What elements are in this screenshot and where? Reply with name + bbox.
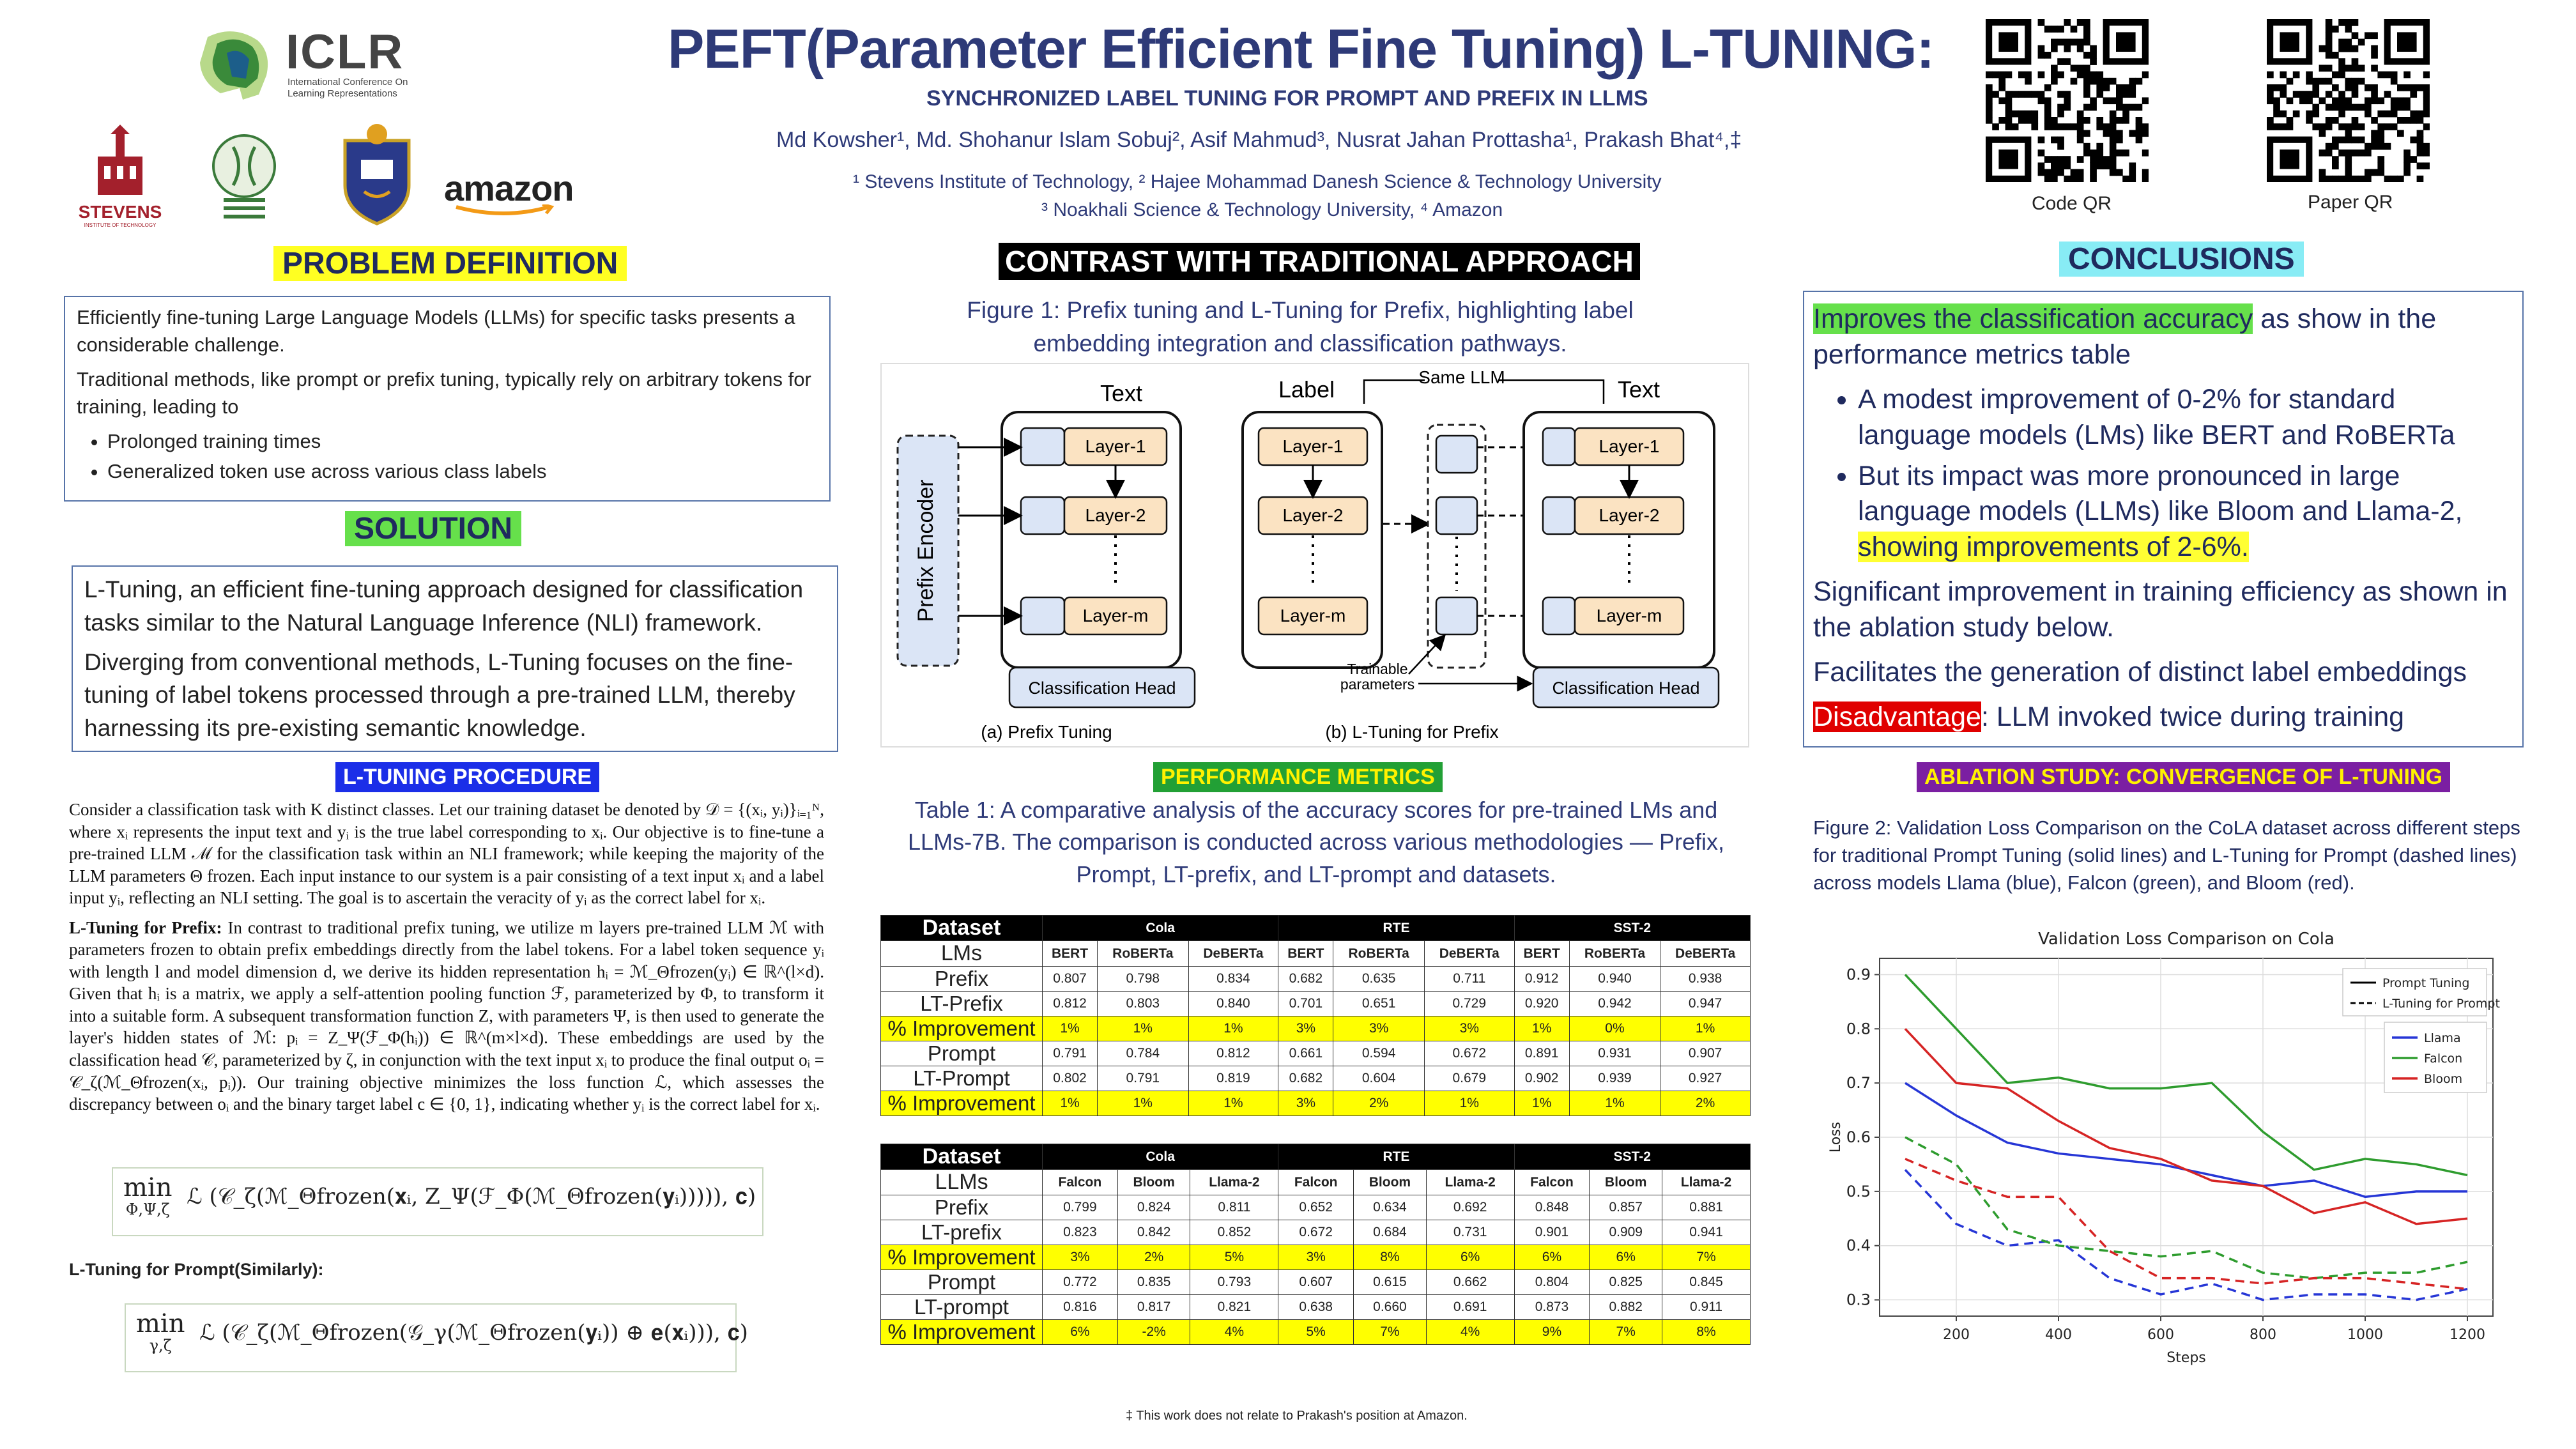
author-list: Md Kowsher¹, Md. Shohanur Islam Sobuj², Asif Mahmud³, Nusrat Jahan Prottasha¹, Prakash Bhat⁴,‡ [776, 128, 1742, 152]
table-row [881, 1220, 1751, 1245]
dataset-name: SST-2 [1514, 916, 1750, 941]
table-cell: 0.947 [1660, 992, 1751, 1016]
university-crest-icon [332, 121, 422, 230]
dataset-header: Dataset [881, 916, 1043, 941]
equation-body: ℒ (𝒞_ζ(ℳ_Θfrozen(𝐱ᵢ, Z_Ψ(ℱ_Φ(ℳ_Θfrozen(𝐲ᵢ))))), 𝐜) [187, 1184, 756, 1209]
table-cell: 0.940 [1569, 967, 1660, 992]
table-cell: -2% [1117, 1320, 1190, 1345]
x-tick-label: 200 [1943, 1327, 1970, 1343]
table-cell: 8% [1662, 1320, 1751, 1345]
performance-heading: PERFORMANCE METRICS [1153, 762, 1443, 792]
model-name: Falcon [1278, 1170, 1354, 1195]
table-cell: 0.882 [1590, 1295, 1662, 1320]
table-cell: 2% [1333, 1091, 1424, 1116]
trainable-label: Trainable [1347, 661, 1408, 677]
y-tick-label: 0.9 [1846, 965, 1871, 984]
problem-text-1: Efficiently fine-tuning Large Language Models (LLMs) for specific tasks presents a considerable challenge. [77, 306, 795, 356]
table-cell: 0.594 [1333, 1041, 1424, 1066]
equation-sub: Φ,Ψ,ζ [125, 1200, 170, 1218]
table-cell: 0.891 [1514, 1041, 1569, 1066]
equation-body: ℒ (𝒞_ζ(ℳ_Θfrozen(𝒢_γ(ℳ_Θfrozen(𝐲ᵢ)) ⊕ 𝐞(𝐱ᵢ))), 𝐜) [199, 1320, 748, 1346]
table-cell: 0.651 [1333, 992, 1424, 1016]
model-name: BERT [1514, 941, 1569, 967]
problem-bullets [77, 427, 818, 486]
dataset-header: Dataset [881, 1144, 1043, 1170]
row-label: % Improvement [881, 1320, 1043, 1345]
table-cell: 0.791 [1098, 1066, 1188, 1091]
table-cell: 0.824 [1117, 1195, 1190, 1220]
table-row [881, 992, 1751, 1016]
table-cell: 0.825 [1590, 1270, 1662, 1295]
solution-box [72, 565, 838, 752]
y-tick-label: 0.4 [1846, 1236, 1871, 1255]
table-cell: 0.684 [1354, 1220, 1427, 1245]
diagram-text-label: Text [1100, 380, 1143, 406]
x-tick-label: 800 [2250, 1327, 2276, 1343]
table-cell: 0.615 [1354, 1270, 1427, 1295]
table-cell: 0.803 [1098, 992, 1188, 1016]
table-cell: 0.920 [1514, 992, 1569, 1016]
disadvantage-highlight: Disadvantage [1813, 701, 1981, 732]
figure1-diagram [880, 363, 1749, 747]
table-cell: 0.682 [1278, 1066, 1333, 1091]
poster-title: PEFT(Parameter Efficient Fine Tuning) L-TUNING: [668, 19, 1935, 80]
nstu-logo [332, 121, 422, 230]
table-row [881, 1320, 1751, 1345]
legend-label: Bloom [2424, 1072, 2463, 1086]
model-name: Falcon [1514, 1170, 1590, 1195]
table-cell: 0.784 [1098, 1041, 1188, 1066]
problem-text-2: Traditional methods, like prompt or prefix tuning, typically rely on arbitrary tokens for training, leading to [77, 367, 811, 418]
table-cell: 0.661 [1278, 1041, 1333, 1066]
procedure-paragraph-1: Consider a classification task with K distinct classes. Let our training dataset be denoted by 𝒟 = {(xᵢ, yᵢ)}ᵢ₌₁ᴺ, where xᵢ represents the input text and yᵢ is the true label corresponding to xᵢ. Our objective is to fine-tune a pre-trained LLM ℳ for the classification task within an NLI framework; while keeping the majority of the LLM parameters Θ frozen. Each input instance to our system is a pair consisting of a text input xᵢ and a label input yᵢ, reflecting an NLI setting. The goal is to ascertain the veracity of yᵢ as the correct label for xᵢ. [69, 800, 824, 908]
conclusion-1 [1813, 302, 2516, 373]
diagram-label-label: Label [1278, 376, 1335, 402]
model-name: DeBERTa [1424, 941, 1514, 967]
table-cell: 0.807 [1043, 967, 1098, 992]
subfigure-b-label: (b) L-Tuning for Prefix [1325, 722, 1499, 742]
table-cell: 1% [1424, 1091, 1514, 1116]
x-axis-label: Steps [2166, 1350, 2206, 1366]
dataset-name: SST-2 [1514, 1144, 1750, 1170]
conclusions-heading: CONCLUSIONS [2059, 241, 2304, 277]
table-cell: 0.857 [1590, 1195, 1662, 1220]
table-cell: 0.635 [1333, 967, 1424, 992]
model-name: RoBERTa [1333, 941, 1424, 967]
table-cell: 0.711 [1424, 967, 1514, 992]
model-name: Llama-2 [1426, 1170, 1514, 1195]
solution-text-1: L-Tuning, an efficient fine-tuning approach designed for classification tasks similar to the Natural Language Inference (NLI) framework. [84, 576, 804, 636]
amazon-logo [444, 167, 574, 218]
table-cell: 0.817 [1117, 1295, 1190, 1320]
table-cell: 0.652 [1278, 1195, 1354, 1220]
model-group-header: LMs [881, 941, 1043, 967]
table-cell: 0.682 [1278, 967, 1333, 992]
x-tick-label: 400 [2045, 1327, 2072, 1343]
table-cell: 0.607 [1278, 1270, 1354, 1295]
paper-qr-icon[interactable] [2267, 19, 2430, 182]
figure1-caption: Figure 1: Prefix tuning and L-Tuning for Prefix, highlighting label embedding integration and classification pathways. [967, 297, 1634, 356]
layer-label: Layer-m [1596, 606, 1662, 625]
model-name: Bloom [1590, 1170, 1662, 1195]
row-label: LT-prompt [881, 1295, 1043, 1320]
table-cell: 7% [1590, 1320, 1662, 1345]
solution-heading: SOLUTION [345, 511, 521, 546]
table-cell: 0.672 [1424, 1041, 1514, 1066]
table-llm [880, 1144, 1751, 1345]
conclusion-bullet-2: But its impact was more pronounced in large language models (LLMs) like Bloom and Llama-2, [1858, 460, 2463, 527]
diagram-same-llm: Same LLM [1418, 367, 1505, 387]
table-cell: 0.942 [1569, 992, 1660, 1016]
model-name: Llama-2 [1662, 1170, 1751, 1195]
amazon-name: amazon [444, 168, 574, 208]
table-row [881, 1016, 1751, 1041]
problem-box [64, 296, 831, 502]
classification-head-label: Classification Head [1552, 678, 1700, 698]
table-row [881, 1195, 1751, 1220]
table-cell: 6% [1514, 1245, 1590, 1270]
prefix-text: In contrast to traditional prefix tuning, we utilize m layers pre-trained LLM ℳ with parameters frozen to obtain prefix embeddings directly from the label tokens. For a label token sequence yᵢ with length l and model dimension d, we derive its hidden representation hᵢ = ℳ_Θfrozen(yᵢ) ∈ ℝ^(l×d). Given that hᵢ is a matrix, we apply a self-attention pooling function ℱ, parameterized by Φ, to transform it into a suitable form. A subsequent transformation function Z, with parameters Ψ, is then used to generate the layer's hidden states of ℳ: pᵢ = Z_Ψ(ℱ_Φ(hᵢ)) ∈ ℝ^(m×l×d). These embeddings are used by the classification head 𝒞, parameterized by ζ, in conjunction with the text input xᵢ to produce the final output oᵢ = 𝒞_ζ(ℳ_Θfrozen(xᵢ, pᵢ)). Our training objective minimizes the loss function ℒ, which assesses the discrepancy between oᵢ and the binary target label c ∈ {0, 1}, indicating whether yᵢ is the correct label for xᵢ. [69, 917, 824, 1114]
table-cell: 8% [1354, 1245, 1427, 1270]
ablation-heading: ABLATION STUDY: CONVERGENCE OF L-TUNING [1917, 762, 2450, 792]
university-seal-icon [211, 131, 278, 227]
table-cell: 3% [1278, 1245, 1354, 1270]
table-cell: 0.938 [1660, 967, 1751, 992]
equation-min: min [136, 1309, 185, 1338]
stevens-building-icon [85, 125, 155, 201]
table-cell: 1% [1098, 1091, 1188, 1116]
row-label: Prompt [881, 1270, 1043, 1295]
table-cell: 0.701 [1278, 992, 1333, 1016]
y-tick-label: 0.5 [1846, 1182, 1871, 1200]
conclusion-4 [1813, 700, 2516, 735]
table-cell: 0.912 [1514, 967, 1569, 992]
procedure-paragraph-2 [69, 917, 824, 1116]
table-cell: 3% [1333, 1016, 1424, 1041]
table-cell: 1% [1660, 1016, 1751, 1041]
stevens-name: STEVENS [78, 202, 162, 222]
table-cell: 0.840 [1188, 992, 1278, 1016]
table-cell: 2% [1117, 1245, 1190, 1270]
equation-prefix [112, 1167, 763, 1236]
table-row [881, 1295, 1751, 1320]
table-cell: 0.901 [1514, 1220, 1590, 1245]
table-cell: 0.931 [1569, 1041, 1660, 1066]
chart-title: Validation Loss Comparison on Cola [2038, 930, 2334, 949]
paper-qr-label: Paper QR [2308, 192, 2393, 213]
table-cell: 0.909 [1590, 1220, 1662, 1245]
legend-label: Prompt Tuning [2382, 976, 2470, 990]
conclusion-1-highlight: Improves the classification accuracy [1813, 303, 2253, 334]
affiliations-line-1: ¹ Stevens Institute of Technology, ² Hajee Mohammad Danesh Science & Technology University [853, 171, 1662, 192]
iclr-name: ICLR [286, 25, 404, 79]
y-tick-label: 0.3 [1846, 1291, 1871, 1309]
table-cell: 0.811 [1190, 1195, 1278, 1220]
conclusion-3: Facilitates the generation of distinct label embeddings [1813, 657, 2467, 688]
table-cell: 0.799 [1043, 1195, 1118, 1220]
table-lm [880, 915, 1751, 1116]
affiliations-line-2: ³ Noakhali Science & Technology University, ⁴ Amazon [1041, 199, 1503, 220]
table-row [881, 1270, 1751, 1295]
table-cell: 3% [1043, 1245, 1118, 1270]
layer-label: Layer-2 [1085, 505, 1146, 525]
row-label: Prefix [881, 1195, 1043, 1220]
table-cell: 0.939 [1569, 1066, 1660, 1091]
equation-prompt [125, 1303, 748, 1372]
diagram-text-label-2: Text [1617, 376, 1660, 402]
row-label: % Improvement [881, 1245, 1043, 1270]
row-label: Prompt [881, 1041, 1043, 1066]
table-cell: 0.672 [1278, 1220, 1354, 1245]
iclr-tagline-2: Learning Representations [288, 88, 397, 99]
table-cell: 1% [1043, 1016, 1098, 1041]
list-item: • A modest improvement of 0-2% for standard language models (LMs) like BERT and RoBERTa [1858, 382, 2516, 454]
layer-label: Layer-1 [1598, 436, 1660, 456]
table-cell: 2% [1660, 1091, 1751, 1116]
table-cell: 0.791 [1043, 1041, 1098, 1066]
table-cell: 1% [1098, 1016, 1188, 1041]
conclusion-2: Significant improvement in training efficiency as shown in the ablation study below. [1813, 576, 2508, 643]
equation-sub: γ,ζ [149, 1337, 172, 1354]
table-cell: 0.845 [1662, 1270, 1751, 1295]
code-qr-icon[interactable] [1986, 19, 2149, 182]
table-cell: 1% [1188, 1091, 1278, 1116]
x-tick-label: 600 [2147, 1327, 2174, 1343]
table-cell: 0.793 [1190, 1270, 1278, 1295]
table-cell: 9% [1514, 1320, 1590, 1345]
table-cell: 0.660 [1354, 1295, 1427, 1320]
conclusions-text [1813, 302, 2516, 744]
stevens-sub: INSTITUTE OF TECHNOLOGY [84, 222, 157, 228]
table-row [881, 967, 1751, 992]
table-cell: 0.881 [1662, 1195, 1751, 1220]
table-cell: 3% [1278, 1091, 1333, 1116]
table-cell: 0.802 [1043, 1066, 1098, 1091]
table-cell: 0% [1569, 1016, 1660, 1041]
list-item: • Generalized token use across various class labels [107, 457, 818, 485]
list-item [1858, 459, 2516, 566]
y-axis-label: Loss [1828, 1121, 1844, 1153]
table-cell: 0.679 [1424, 1066, 1514, 1091]
hstu-logo [211, 131, 278, 227]
table-cell: 0.848 [1514, 1195, 1590, 1220]
table-row [881, 1091, 1751, 1116]
model-name: DeBERTa [1188, 941, 1278, 967]
iclr-logo [182, 24, 450, 107]
table-cell: 0.823 [1043, 1220, 1118, 1245]
footnote: ‡ This work does not relate to Prakash's position at Amazon. [1126, 1409, 1468, 1423]
layer-label: Layer-1 [1282, 436, 1344, 456]
table-cell: 0.941 [1662, 1220, 1751, 1245]
model-name: DeBERTa [1660, 941, 1751, 967]
legend-label: Llama [2424, 1031, 2461, 1045]
model-name: Llama-2 [1190, 1170, 1278, 1195]
code-qr-label: Code QR [2032, 193, 2112, 214]
layer-label: Layer-m [1082, 606, 1149, 625]
table-cell: 0.692 [1426, 1195, 1514, 1220]
table-cell: 6% [1426, 1245, 1514, 1270]
table-cell: 1% [1043, 1091, 1098, 1116]
prefix-label: L-Tuning for Prefix: [69, 917, 222, 937]
table-cell: 0.691 [1426, 1295, 1514, 1320]
legend-label: L-Tuning for Prompt [2382, 997, 2500, 1011]
row-label: LT-Prefix [881, 992, 1043, 1016]
table-cell: 5% [1278, 1320, 1354, 1345]
model-name: BERT [1043, 941, 1098, 967]
iclr-head-icon [182, 24, 284, 104]
table-cell: 1% [1188, 1016, 1278, 1041]
table-cell: 0.911 [1662, 1295, 1751, 1320]
table-cell: 0.927 [1660, 1066, 1751, 1091]
table-cell: 0.852 [1190, 1220, 1278, 1245]
table-cell: 0.812 [1043, 992, 1098, 1016]
table-cell: 0.842 [1117, 1220, 1190, 1245]
table-cell: 0.834 [1188, 967, 1278, 992]
table-cell: 0.819 [1188, 1066, 1278, 1091]
table-cell: 4% [1190, 1320, 1278, 1345]
legend-label: Falcon [2424, 1052, 2463, 1066]
table-cell: 0.816 [1043, 1295, 1118, 1320]
y-tick-label: 0.7 [1846, 1074, 1871, 1092]
table-cell: 0.798 [1098, 967, 1188, 992]
model-name: RoBERTa [1098, 941, 1188, 967]
procedure-text [69, 799, 824, 1123]
table-cell: 0.729 [1424, 992, 1514, 1016]
layer-label: Layer-m [1280, 606, 1346, 625]
conclusion-4-rest: : LLM invoked twice during training [1981, 701, 2405, 732]
table-cell: 1% [1514, 1091, 1569, 1116]
problem-heading: PROBLEM DEFINITION [273, 246, 627, 281]
row-label: LT-Prompt [881, 1066, 1043, 1091]
row-label: % Improvement [881, 1091, 1043, 1116]
table-cell: 6% [1043, 1320, 1118, 1345]
table-cell: 0.821 [1190, 1295, 1278, 1320]
table-cell: 7% [1354, 1320, 1427, 1345]
prefix-encoder-label: Prefix Encoder [914, 479, 938, 622]
model-name: RoBERTa [1569, 941, 1660, 967]
table-cell: 0.835 [1117, 1270, 1190, 1295]
table-cell: 0.731 [1426, 1220, 1514, 1245]
trainable-label: parameters [1340, 676, 1415, 693]
dataset-name: RTE [1278, 1144, 1514, 1170]
table-cell: 0.772 [1043, 1270, 1118, 1295]
table-cell: 7% [1662, 1245, 1751, 1270]
table-cell: 5% [1190, 1245, 1278, 1270]
model-name: Bloom [1354, 1170, 1427, 1195]
list-item: • Prolonged training times [107, 427, 818, 455]
subfigure-a-label: (a) Prefix Tuning [981, 722, 1112, 742]
table-cell: 0.873 [1514, 1295, 1590, 1320]
classification-head-label: Classification Head [1028, 678, 1176, 698]
table-cell: 0.638 [1278, 1295, 1354, 1320]
model-name: BERT [1278, 941, 1333, 967]
table-cell: 0.604 [1333, 1066, 1424, 1091]
table-cell: 0.902 [1514, 1066, 1569, 1091]
loss-chart [1803, 914, 2524, 1380]
dataset-name: RTE [1278, 916, 1514, 941]
poster-subtitle: SYNCHRONIZED LABEL TUNING FOR PROMPT AND PREFIX IN LLMS [926, 86, 1648, 111]
conclusion-1-rest: as show in the performance metrics table [1813, 303, 2437, 370]
contrast-heading: CONTRAST WITH TRADITIONAL APPROACH [999, 243, 1640, 280]
amazon-smile-icon [453, 204, 555, 218]
layer-label: Layer-2 [1282, 505, 1344, 525]
dataset-name: Cola [1043, 916, 1278, 941]
model-group-header: LLMs [881, 1170, 1043, 1195]
procedure-heading: L-TUNING PROCEDURE [335, 762, 599, 792]
layer-label: Layer-2 [1598, 505, 1660, 525]
table-cell: 1% [1569, 1091, 1660, 1116]
layer-label: Layer-1 [1085, 436, 1146, 456]
table1-caption: Table 1: A comparative analysis of the accuracy scores for pre-trained LMs and LLMs-7B. The comparison is conducted across various methodologies — Prefix, Prompt, LT-prefix, and LT-prompt and datasets. [908, 797, 1724, 887]
table-row [881, 1066, 1751, 1091]
x-tick-label: 1000 [2347, 1327, 2383, 1343]
row-label: % Improvement [881, 1016, 1043, 1041]
prompt-label: L-Tuning for Prompt(Similarly): [69, 1260, 324, 1279]
table-cell: 0.634 [1354, 1195, 1427, 1220]
model-name: Falcon [1043, 1170, 1118, 1195]
stevens-logo [69, 125, 171, 233]
x-tick-label: 1200 [2450, 1327, 2485, 1343]
figure2-caption: Figure 2: Validation Loss Comparison on the CoLA dataset across different steps for traditional Prompt Tuning (solid lines) and L-Tuning for Prompt (dashed lines) across models Llama (blue), Falcon (green), and Bloom (red). [1813, 816, 2520, 894]
table-cell: 3% [1278, 1016, 1333, 1041]
table-cell: 0.662 [1426, 1270, 1514, 1295]
y-tick-label: 0.8 [1846, 1020, 1871, 1038]
model-name: Bloom [1117, 1170, 1190, 1195]
iclr-tagline-1: International Conference On [288, 77, 408, 88]
solution-text-2: Diverging from conventional methods, L-Tuning focuses on the fine-tuning of label tokens processed through a pre-trained LLM, thereby harnessing its pre-existing semantic knowledge. [84, 648, 795, 742]
table-cell: 6% [1590, 1245, 1662, 1270]
y-tick-label: 0.6 [1846, 1128, 1871, 1146]
row-label: LT-prefix [881, 1220, 1043, 1245]
table-cell: 0.907 [1660, 1041, 1751, 1066]
table-cell: 0.812 [1188, 1041, 1278, 1066]
table-cell: 0.804 [1514, 1270, 1590, 1295]
table-cell: 3% [1424, 1016, 1514, 1041]
equation-min: min [123, 1173, 172, 1202]
conclusion-bullet-2-highlight: showing improvements of 2-6%. [1858, 532, 2249, 563]
table-cell: 1% [1514, 1016, 1569, 1041]
table-row [881, 1041, 1751, 1066]
dataset-name: Cola [1043, 1144, 1278, 1170]
table-cell: 4% [1426, 1320, 1514, 1345]
conclusion-bullets [1813, 382, 2516, 565]
row-label: Prefix [881, 967, 1043, 992]
table-row [881, 1245, 1751, 1270]
